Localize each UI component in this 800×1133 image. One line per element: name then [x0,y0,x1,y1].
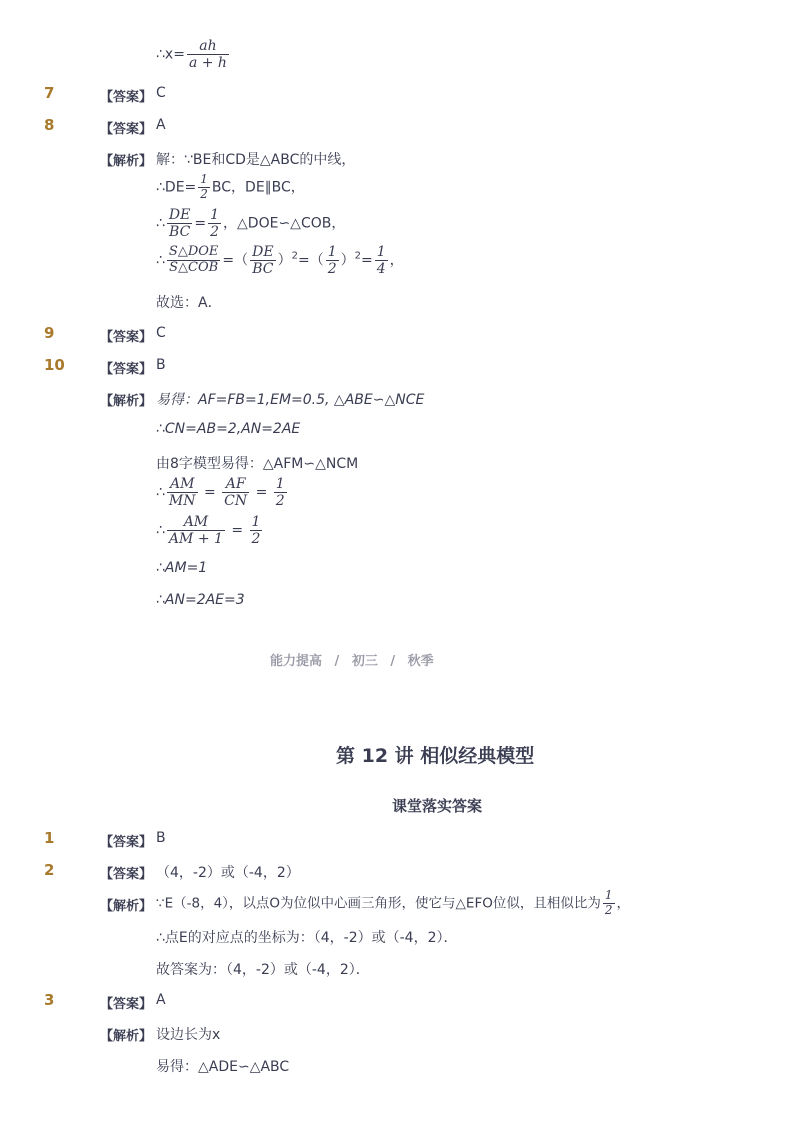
question-number: 7 [44,84,55,102]
denominator: CN [224,493,248,510]
text: ，△DOE∽△COB， [223,215,346,232]
denominator: 4 [376,261,386,278]
denominator: 2 [251,531,261,548]
numerator: 1 [327,244,337,260]
footer-separator: / [334,654,340,669]
numerator: 1 [200,172,208,186]
fraction [250,514,263,547]
analysis-line: 解：∵BE和CD是△ABC的中线， [156,152,356,168]
text: ∴ [156,252,165,269]
text: = [361,252,373,269]
analysis-line [156,173,305,202]
analysis-line: ∴AN=2AE=3 [156,592,245,608]
answer-value: C [156,85,166,101]
denominator: 2 [327,261,337,278]
question-number: 2 [44,861,55,879]
analysis-line: ∴点E的对应点的坐标为：（4，-2）或（-4，2）． [156,930,458,946]
fraction [167,245,220,276]
analysis-line: 由8字模型易得：△AFM∽△NCM [156,456,359,472]
fraction [375,244,388,277]
answer-tag: 【答案】 [100,90,153,105]
denominator: MN [168,493,196,510]
footer-separator: / [390,654,396,669]
numerator: 1 [275,476,285,492]
formula-prefix: ∴x= [156,46,185,63]
analysis-line: ∴CN=AB=2,AN=2AE [156,421,301,437]
formula-x [156,38,231,71]
text: ， [616,895,630,912]
question-number: 9 [44,324,55,342]
numerator: 1 [251,514,261,530]
fraction [167,207,192,240]
analysis-tag: 【解析】 [100,154,153,169]
footer-grade: 初三 [351,654,378,669]
denominator: AM + 1 [168,531,223,548]
fraction [187,38,229,71]
answer-tag: 【答案】 [100,362,153,377]
denominator: 2 [275,493,285,510]
denominator: a + h [188,55,227,72]
text: ） [340,252,355,269]
analysis-line: ∴AM=1 [156,560,208,576]
denominator: 2 [604,902,613,917]
numerator: DE [252,244,274,260]
numerator: AM [167,514,225,531]
question-number: 1 [44,829,55,847]
analysis-line: 故选：A． [156,295,222,311]
denominator: 2 [200,186,208,201]
lecture-title: 第 12 讲 相似经典模型 [336,745,535,767]
answer-tag: 【答案】 [100,835,153,850]
fraction [167,476,198,509]
numerator: DE [168,207,191,223]
answer-value: A [156,992,166,1008]
fraction [208,207,221,240]
text: ∵E（-8，4），以点O为位似中心画三角形，使它与△EFO位似，且相似比为 [156,895,601,912]
analysis-line: 易得：△ADE∽△ABC [156,1059,290,1075]
text: ∴ [156,484,165,501]
text: =（ [222,252,249,269]
answer-tag: 【答案】 [100,997,153,1012]
answer-value: A [156,117,166,133]
answer-tag: 【答案】 [100,122,153,137]
exponent: 2 [291,250,298,262]
numerator: 1 [210,207,220,223]
fraction [167,514,225,547]
text: ） [277,252,292,269]
answer-tag: 【答案】 [100,330,153,345]
footer-course: 能力提高 [270,654,323,669]
question-number: 8 [44,116,55,134]
analysis-line [156,244,404,277]
analysis-tag: 【解析】 [100,1029,153,1044]
footer-term: 秋季 [407,654,434,669]
denominator: S△COB [169,260,219,276]
denominator: BC [252,261,274,278]
answer-tag: 【答案】 [100,867,153,882]
answer-value: （4，-2）或（-4，2） [156,865,300,881]
question-number: 3 [44,991,55,1009]
section-subtitle: 课堂落实答案 [392,797,483,815]
text: = [255,484,268,501]
analysis-line [156,889,630,918]
denominator: BC [169,224,191,241]
fraction [250,244,275,277]
analysis-line [156,514,264,547]
analysis-line: 易得：AF=FB=1,EM=0.5, △ABE∽△NCE [156,392,425,408]
fraction [198,173,210,202]
numerator: AF [222,476,249,493]
text: = [203,484,216,501]
numerator: 1 [604,888,613,902]
numerator: ah [187,38,229,55]
text: = [194,215,207,232]
numerator: S△DOE [168,244,219,260]
answer-value: C [156,325,166,341]
text: ∴DE= [156,179,197,196]
analysis-tag: 【解析】 [100,899,153,914]
question-number: 10 [44,356,65,374]
analysis-line: 故答案为：（4，-2）或（-4，2）． [156,962,370,978]
text: ∴ [156,215,165,232]
page-footer [270,650,434,669]
numerator: 1 [376,244,386,260]
analysis-line [156,476,289,509]
fraction [603,889,615,918]
text: BC，DE∥BC， [211,179,305,196]
text: ， [389,252,404,269]
text: =（ [297,252,324,269]
analysis-line [156,207,345,240]
numerator: AM [167,476,198,493]
answer-value: B [156,357,166,373]
text: = [231,522,244,539]
fraction [274,476,287,509]
exponent: 2 [354,250,361,262]
fraction [326,244,339,277]
text: ∴ [156,522,165,539]
answer-value: B [156,830,166,846]
fraction [222,476,249,509]
denominator: 2 [210,224,220,241]
analysis-tag: 【解析】 [100,394,153,409]
analysis-line: 设边长为x [156,1027,221,1043]
